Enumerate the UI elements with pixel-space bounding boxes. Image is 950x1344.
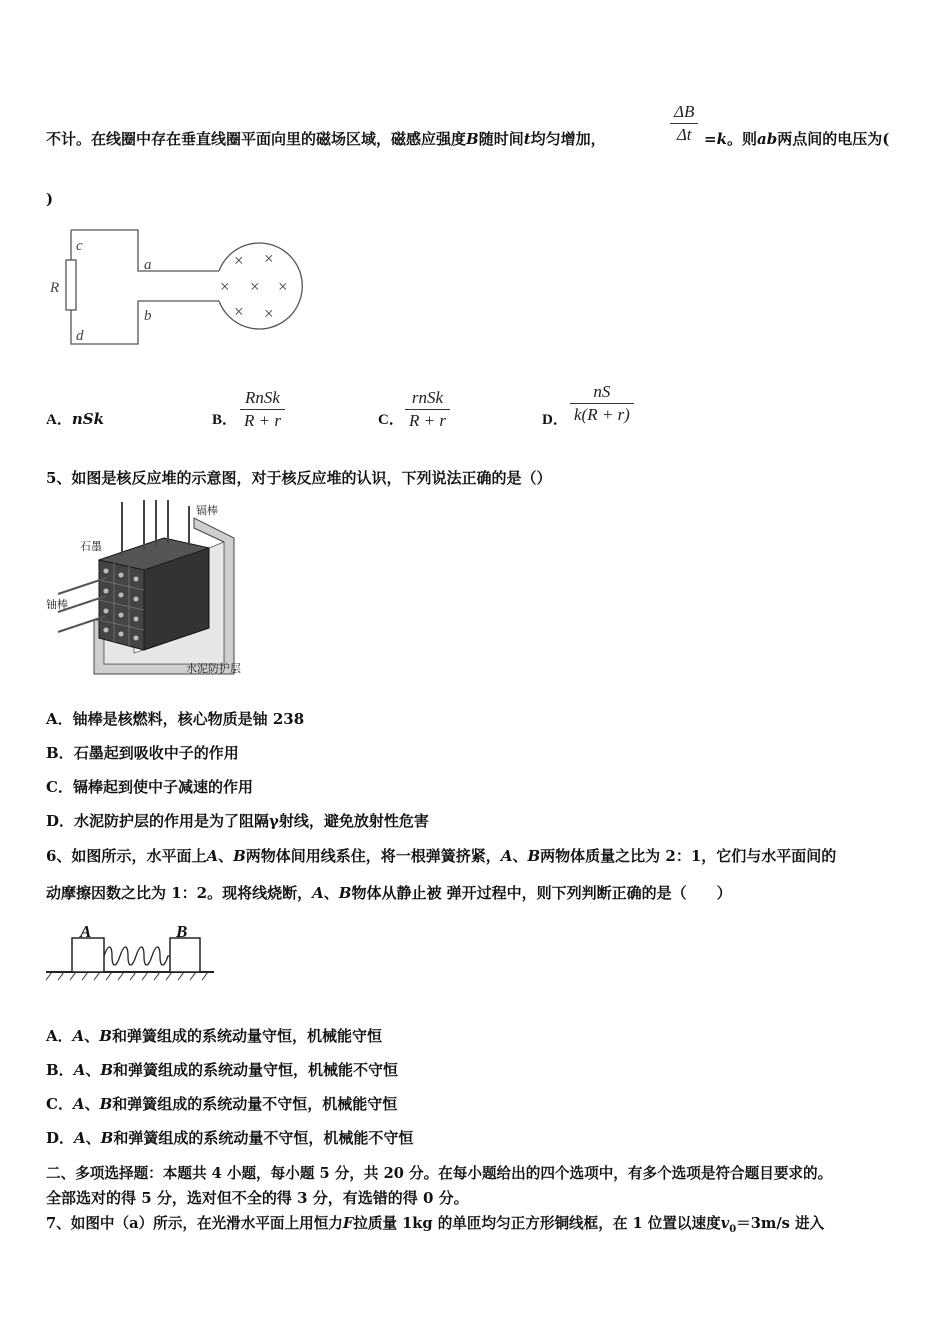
q4-option-b-fraction: RnSk R + r [240, 387, 285, 432]
block-a [72, 938, 104, 972]
label-A: A [80, 922, 92, 941]
label-a: a [144, 257, 152, 273]
label-graphite: 石墨 [80, 541, 102, 553]
q6-option-c[interactable]: C．A、B和弹簧组成的系统动量不守恒，机械能守恒 [46, 1095, 398, 1113]
q5-option-a[interactable]: A．铀棒是核燃料，核心物质是铀 238 [46, 710, 305, 728]
q4-option-d-letter[interactable]: D． [542, 412, 568, 428]
label-u-rod: 铀棒 [46, 599, 68, 611]
field-cross: × [234, 251, 244, 270]
q7-stem: 7、如图中（a）所示，在光滑水平面上用恒力F拉质量 1kg 的单匝均匀正方形铜线框，在 1 位置以速度$v_0=3m/s$ 进入 [46, 1215, 825, 1235]
field-cross: × [264, 304, 274, 323]
label-R: R [50, 280, 60, 296]
field-cross: × [278, 277, 288, 296]
q6-spring-figure [44, 920, 219, 990]
q4-option-b-letter[interactable]: B． [212, 412, 238, 428]
field-cross: × [250, 277, 260, 296]
q4-stem-line2: ) [46, 190, 54, 208]
q5-option-d[interactable]: D．水泥防护层的作用是为了阻隔γ射线，避免放射性危害 [46, 812, 429, 830]
q5-stem: 5、如图是核反应堆的示意图，对于核反应堆的认识，下列说法正确的是（） [46, 469, 552, 487]
field-cross: × [234, 302, 244, 321]
q6-stem-line2: 动摩擦因数之比为 1：2。现将线烧断，A、B物体从静止被 弹开过程中，则下列判断正确的是（ ） [46, 884, 732, 902]
q5-option-c[interactable]: C．镉棒起到使中子减速的作用 [46, 778, 253, 796]
label-b: b [144, 308, 152, 324]
label-c: c [76, 238, 83, 254]
q5-option-b[interactable]: B．石墨起到吸收中子的作用 [46, 744, 239, 762]
label-B: B [176, 922, 188, 941]
q6-option-b[interactable]: B．A、B和弹簧组成的系统动量守恒，机械能不守恒 [46, 1061, 399, 1079]
field-cross: × [220, 277, 230, 296]
q4-stem-line1-tail: =k。则ab两点间的电压为( [704, 130, 890, 148]
label-cd-rod: 镉棒 [196, 505, 218, 517]
q4-circuit-figure [44, 222, 314, 352]
q4-dB-dt-fraction: ΔB Δt [670, 101, 698, 146]
q4-stem-line1: 不计。在线圈中存在垂直线圈平面向里的磁场区域，磁感应强度B随时间t均匀增加， [46, 130, 606, 148]
q6-option-a[interactable]: A．A、B和弹簧组成的系统动量守恒，机械能守恒 [46, 1027, 382, 1045]
q5-reactor-figure [44, 498, 254, 684]
q6-option-d[interactable]: D．A、B和弹簧组成的系统动量不守恒，机械能不守恒 [46, 1129, 414, 1147]
label-cement: 水泥防护层 [186, 663, 241, 675]
q4-option-c-fraction: rnSk R + r [405, 387, 450, 432]
field-cross: × [264, 249, 274, 268]
section2-scoring: 全部选对的得 5 分，选对但不全的得 3 分，有选错的得 0 分。 [46, 1189, 469, 1207]
q4-option-a[interactable]: A．nSk [46, 410, 104, 428]
q4-option-d-fraction: nS k(R + r) [570, 381, 634, 426]
label-d: d [76, 328, 84, 344]
q4-option-c-letter[interactable]: C． [378, 412, 404, 428]
block-b [170, 938, 200, 972]
section2-heading: 二、多项选择题：本题共 4 小题，每小题 5 分，共 20 分。在每小题给出的四个选项中，有多个选项是符合题目要求的。 [46, 1165, 833, 1182]
q6-stem-line1: 6、如图所示，水平面上A、B两物体间用线系住，将一根弹簧挤紧，A、B两物体质量之比为 2：1，它们与水平面间的 [46, 847, 837, 865]
spring [104, 947, 170, 965]
